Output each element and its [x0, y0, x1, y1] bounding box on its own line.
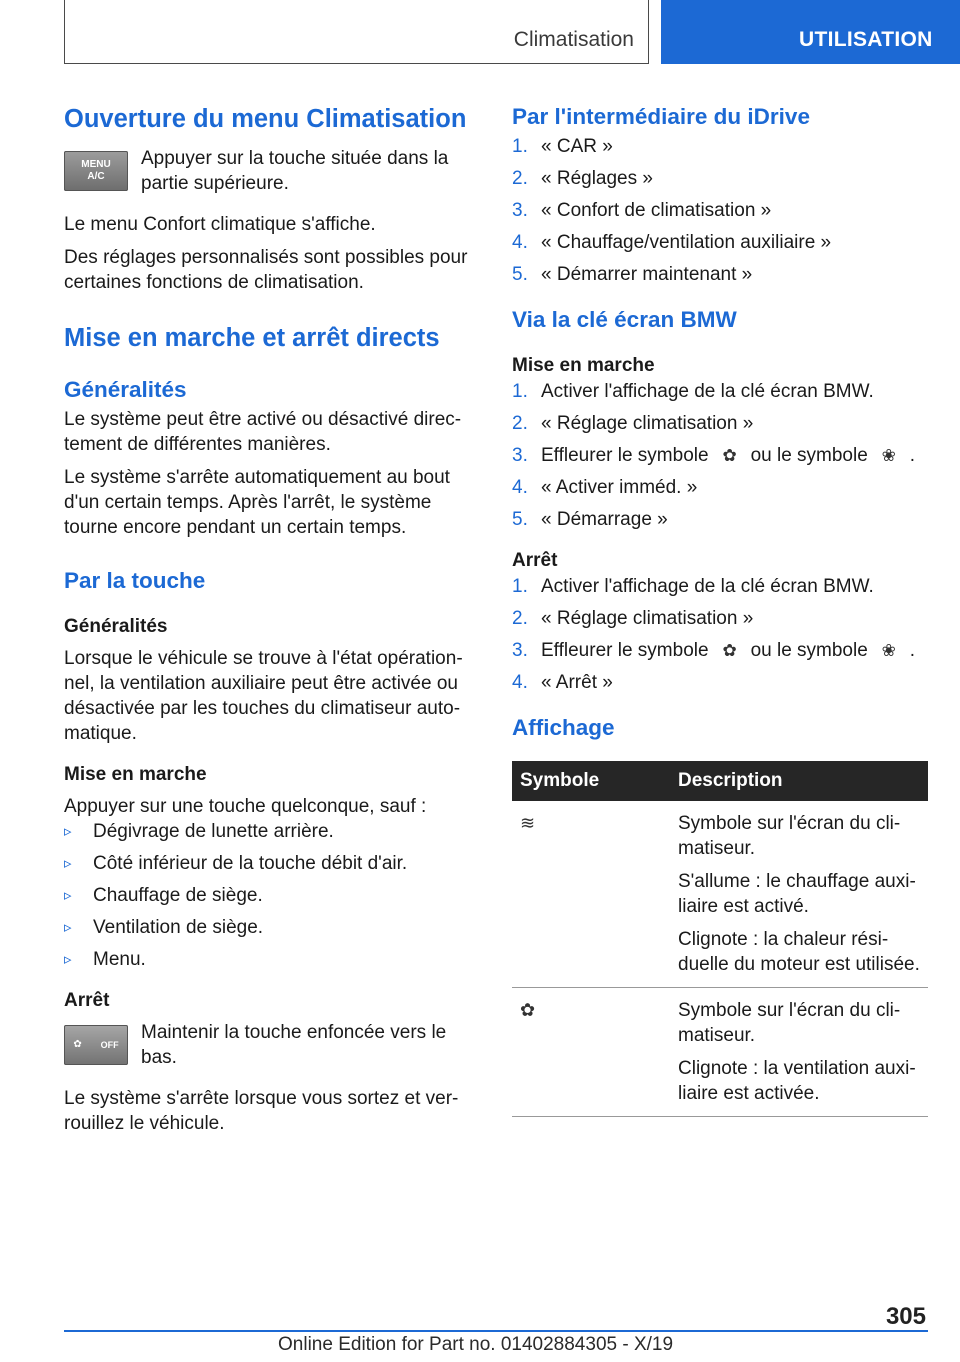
column-header-symbol: Symbole	[512, 761, 670, 801]
list-item: 5. « Démarrer maintenant »	[512, 264, 753, 285]
list-item: ▹ Dégivrage de lunette arrière.	[64, 821, 334, 842]
list-item: 3. « Confort de climatisation »	[512, 200, 772, 221]
table-row	[512, 988, 928, 1117]
idrive-steps	[512, 134, 928, 287]
list-item: 1. Activer l'affichage de la clé écran BMW.	[512, 576, 874, 597]
heading-menu: Ouverture du menu Climatisation	[64, 105, 467, 133]
list-item: ▹ Côté inférieur de la touche débit d'air.	[64, 853, 408, 874]
table-row	[512, 801, 928, 988]
general-paragraph-2: Le système s'arrête automatiquement au bout d'un certain temps. Après l'arrêt, le système tourne encore pendant un certain temps.	[64, 467, 450, 538]
heading-display: Affichage	[512, 715, 615, 740]
page-number: 305	[885, 1303, 926, 1330]
list-item: ▹ Chauffage de siège.	[64, 885, 263, 906]
on-paragraph: Appuyer sur une touche quelconque, sauf :	[64, 796, 427, 817]
on-steps	[512, 379, 928, 532]
subheading-on: Mise en marche	[64, 764, 207, 785]
general-paragraph-1: Le système peut être activé ou désactivé directement de différentes manières.	[64, 409, 462, 455]
heat-waves-icon: ≋	[520, 813, 536, 833]
list-item: 3. Effleurer le symbole ✿ ou le symbole ❀ .	[512, 640, 916, 661]
chapter-title: Climatisation	[513, 28, 634, 51]
heading-direct: Mise en marche et arrêt directs	[64, 324, 440, 352]
subheading-off: Arrêt	[512, 550, 558, 571]
menu-paragraph-2: Des réglages personnalisés sont possibles pour certaines fonctions de climatisation.	[64, 247, 468, 293]
left-column	[64, 100, 480, 1136]
off-paragraph: Le système s'arrête lorsque vous sortez et verrouillez le véhicule.	[64, 1088, 459, 1134]
heading-key: Par la touche	[64, 568, 206, 593]
cell-symbol	[512, 988, 670, 1117]
list-item: 2. « Réglage climatisation »	[512, 608, 754, 629]
right-column	[512, 100, 928, 1117]
list-item: 4. « Chauffage/ventilation auxiliaire »	[512, 232, 832, 253]
section-tab-label: UTILISATION	[799, 28, 933, 51]
subheading-off: Arrêt	[64, 990, 110, 1011]
fan-heat-icon: ❀	[881, 446, 896, 465]
list-item: ▹ Menu.	[64, 949, 146, 970]
cell-description: Symbole sur l'écran du climatiseur. S'allume : le chauffage auxiliaire est activé. Clignote : la chaleur résiduelle du moteur est utilisée.	[670, 801, 928, 988]
list-item: 1. Activer l'affichage de la clé écran BMW.	[512, 381, 874, 402]
subheading-on: Mise en marche	[512, 355, 655, 376]
list-item: ▹ Ventilation de siège.	[64, 917, 264, 938]
list-item: 4. « Activer imméd. »	[512, 477, 698, 498]
section-tab	[661, 0, 960, 64]
fan-off-button-image: ✿ OFF	[64, 1025, 128, 1065]
heading-display-key: Via la clé écran BMW	[512, 307, 737, 332]
footer-edition: Online Edition for Part no. 01402884305 - X/19	[278, 1334, 674, 1355]
menu-instruction	[64, 146, 480, 196]
key-paragraph: Lorsque le véhicule se trouve à l'état opérationnel, la ventilation auxiliaire peut être activée ou désactivée par les touches du climatiseur automatique.	[64, 648, 463, 744]
menu-instruction-text: Appuyer sur la touche située dans la partie supérieure.	[141, 148, 449, 194]
menu-ac-button-image: MENU A/C	[64, 151, 128, 191]
menu-paragraph-1: Le menu Confort climatique s'affiche.	[64, 214, 376, 235]
fan-icon: ✿	[722, 446, 737, 465]
off-instruction	[64, 1020, 480, 1070]
subheading-general: Généralités	[64, 616, 168, 637]
off-steps	[512, 574, 928, 695]
header-frame	[64, 0, 649, 64]
off-instruction-text: Maintenir la touche enfoncée vers le bas.	[141, 1022, 447, 1068]
list-item: 2. « Réglage climatisation »	[512, 413, 754, 434]
fan-icon: ✿	[722, 641, 737, 660]
fan-icon: ✿	[73, 1039, 82, 1050]
footer-divider	[64, 1330, 928, 1332]
list-item: 1. « CAR »	[512, 136, 613, 157]
fan-icon: ✿	[520, 1000, 536, 1020]
cell-description: Symbole sur l'écran du climatiseur. Clignote : la ventilation auxiliaire est activée.	[670, 988, 928, 1117]
list-item: 2. « Réglages »	[512, 168, 653, 189]
heading-idrive: Par l'intermédiaire du iDrive	[512, 104, 810, 129]
fan-heat-icon: ❀	[881, 641, 896, 660]
symbol-table	[512, 761, 928, 1117]
exceptions-list	[64, 819, 480, 972]
list-item: 5. « Démarrage »	[512, 509, 668, 530]
column-header-description: Description	[670, 761, 928, 801]
list-item: 4. « Arrêt »	[512, 672, 613, 693]
heading-general: Généralités	[64, 377, 187, 402]
cell-symbol	[512, 801, 670, 988]
list-item: 3. Effleurer le symbole ✿ ou le symbole ❀ .	[512, 445, 916, 466]
